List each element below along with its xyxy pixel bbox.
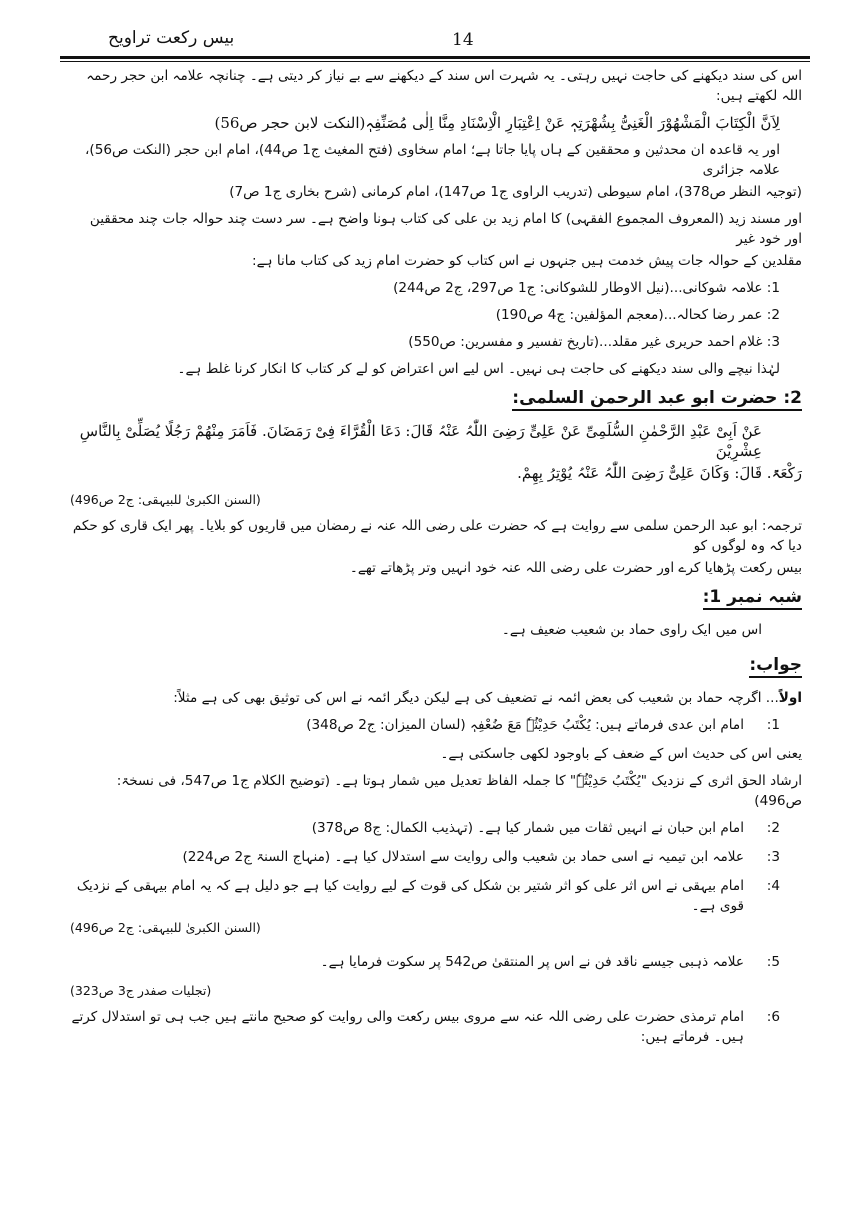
- irshad-note: ارشاد الحق اثری کے نزدیک "یُکْتَبُ حَدِیْثُہٗ" کا جملہ الفاظ تعدیل میں شمار ہوتا ہے۔ (توضیح الکلام ج1 ص547، فی نسخۃ: ص496): [116, 773, 802, 809]
- hadith-text-line1: عَنْ اَبِیْ عَبْدِ الرَّحْمٰنِ السُّلَمِیِّ عَنْ عَلِیٍّ رَضِیَ اللّٰہُ عَنْہُ قَالَ: دَعَا الْقُرَّاءَ فِیْ رَمَضَانَ. فَاَمَرَ مِنْھُمْ رَجُلًا یُصَلِّیْ بِالنَّاسِ عِشْرِیْنَ: [79, 422, 762, 460]
- item-number: 2:: [766, 820, 780, 836]
- paragraph-musnad-line1: اور مسند زید (المعروف المجموع الفقہی) کا امام زید بن علی کی کتاب ہونا واضح ہے۔ سر دست چند حوالہ جات چند محققین اور خود غیر: [89, 211, 802, 247]
- item1-explanation: یعنی اس کی حدیث اس کے ضعف کے باوجود لکھی جاسکتی ہے۔: [440, 746, 802, 762]
- numbered-item: [70, 876, 802, 916]
- item-number: 3:: [766, 849, 780, 865]
- item-text: امام ابن حبان نے انہیں ثقات میں شمار کیا ہے۔ (تہذیب الکمال: ج8 ص378): [311, 820, 744, 836]
- hadith-reference: (السنن الکبریٰ للبیہقی: ج2 ص496): [70, 492, 261, 507]
- page-number: 14: [452, 30, 474, 50]
- list-item: 1: علامہ شوکانی...(نیل الاوطار للشوکانی: ج1 ص297، ج2 ص244): [393, 280, 780, 296]
- section-heading-wrap: [70, 386, 802, 421]
- first-point: [70, 688, 802, 708]
- paragraph-intro: اس کی سند دیکھنے کی حاجت نہیں رہتی۔ یہ شہرت اس سند کے دیکھنے سے بے نیاز کر دیتی ہے۔ چنانچہ علامہ ابن حجر رحمہ اللہ لکھتے ہیں:: [86, 68, 802, 104]
- answer-heading: جواب:: [749, 655, 802, 678]
- objection-text: اس میں ایک راوی حماد بن شعیب ضعیف ہے۔: [501, 622, 762, 638]
- list-item: 2: عمر رضا کحالہ...(معجم المؤلفین: ج4 ص190): [495, 307, 780, 323]
- item-text: امام ترمذی حضرت علی رضی اللہ عنہ سے مروی بیس رکعت والی روایت کو صحیح مانتے ہیں جب ہی تو استدلال کرتے ہیں۔ فرماتے ہیں:: [71, 1009, 744, 1045]
- first-label: اولاً: [778, 690, 802, 706]
- item-number: 4:: [766, 878, 780, 894]
- numbered-item: [70, 715, 802, 735]
- item-number: 1:: [766, 717, 780, 733]
- item-text: علامہ ذہبی جیسے ناقد فن نے اس پر المنتقیٰ ص542 پر سکوت فرمایا ہے۔: [320, 954, 744, 970]
- hadith-text-line2: رَکْعَۃً. قَالَ: وَکَانَ عَلِیٌّ رَضِیَ اللّٰہُ عَنْہُ یُوْتِرُ بِھِمْ.: [517, 464, 802, 482]
- translation-line1: ترجمہ: ابو عبد الرحمن سلمی سے روایت ہے کہ حضرت علی رضی اللہ عنہ نے رمضان میں قاریوں کو بلایا۔ پھر ایک قاری کو حکم دیا کہ وہ لوگوں کو: [72, 518, 802, 554]
- paragraph-scholars-line2: (توجیہ النظر ص378)، امام سیوطی (تدریب الراوی ج1 ص147)، امام کرمانی (شرح بخاری ج1 ص7): [229, 184, 802, 200]
- list-item: 3: غلام احمد حریری غیر مقلد...(تاریخ تفسیر و مفسرین: ص550): [408, 334, 780, 350]
- numbered-item: [70, 1007, 802, 1047]
- paragraph-scholars-line1: اور یہ قاعدہ ان محدثین و محققین کے ہاں پایا جاتا ہے؛ امام سخاوی (فتح المغیث ج1 ص44)، امام ابن حجر (النکت ص56)، علامہ جزائری: [85, 142, 780, 178]
- translation-line2: بیس رکعت پڑھایا کرے اور حضرت علی رضی اللہ عنہ خود انہیں وتر پڑھاتے تھے۔: [349, 560, 802, 576]
- header-rule-thin: [60, 61, 810, 62]
- arabic-quote: لِاَنَّ الْکِتَابَ الْمَشْھُوْرَ الْغَنِیُّ بِشُھْرَتِہٖ عَنْ اِعْتِبَارِ الْاِسْنَادِ مِنَّا اِلٰی مُصَنِّفِہٖ(النکت لابن حجر ص56): [214, 114, 780, 132]
- item-text: علامہ ابن تیمیہ نے اسی حماد بن شعیب والی روایت سے استدلال کیا ہے۔ (منہاج السنۃ ج2 ص224): [182, 849, 744, 865]
- paragraph-musnad-line2: مقلدین کے حوالہ جات پیش خدمت ہیں جنہوں نے اس کتاب کو حضرت امام زید کی کتاب مانا ہے:: [252, 253, 802, 269]
- objection-heading-wrap: [70, 585, 802, 620]
- item5-reference: (تجلیات صفدر ج3 ص323): [70, 983, 212, 998]
- answer-heading-wrap: [70, 653, 802, 688]
- objection-heading: شبہ نمبر 1:: [703, 587, 802, 610]
- first-text: ... اگرچہ حماد بن شعیب کی بعض ائمہ نے تضعیف کی ہے لیکن دیگر ائمہ نے اس کی توثیق بھی کی ہے مثلاً:: [173, 690, 779, 706]
- header-rule-thick: [60, 56, 810, 59]
- page-body: [70, 66, 802, 1056]
- section-heading: 2: حضرت ابو عبد الرحمن السلمی:: [512, 388, 802, 411]
- numbered-item: [70, 818, 802, 838]
- numbered-item: [70, 952, 802, 972]
- running-header-title: بیس رکعت تراویح: [108, 28, 235, 48]
- item4-reference: (السنن الکبریٰ للبیہقی: ج2 ص496): [70, 920, 261, 935]
- item-text: امام بیہقی نے اس اثر علی کو اثر شتیر بن شکل کی قوت کے لیے روایت کیا ہے جو دلیل ہے کہ یہ امام بیہقی کے نزدیک قوی ہے۔: [76, 878, 744, 914]
- numbered-item: [70, 847, 802, 867]
- item-number: 6:: [766, 1009, 780, 1025]
- item-number: 5:: [766, 954, 780, 970]
- item-text: امام ابن عدی فرماتے ہیں: یُکْتَبُ حَدِیْثُہٗ مَعَ ضُعْفِہٖ (لسان المیزان: ج2 ص348): [306, 717, 744, 733]
- paragraph-conclusion: لہٰذا نیچے والی سند دیکھنے کی حاجت ہی نہیں۔ اس لیے اس اعتراض کو لے کر کتاب کا انکار کرنا غلط ہے۔: [177, 361, 780, 377]
